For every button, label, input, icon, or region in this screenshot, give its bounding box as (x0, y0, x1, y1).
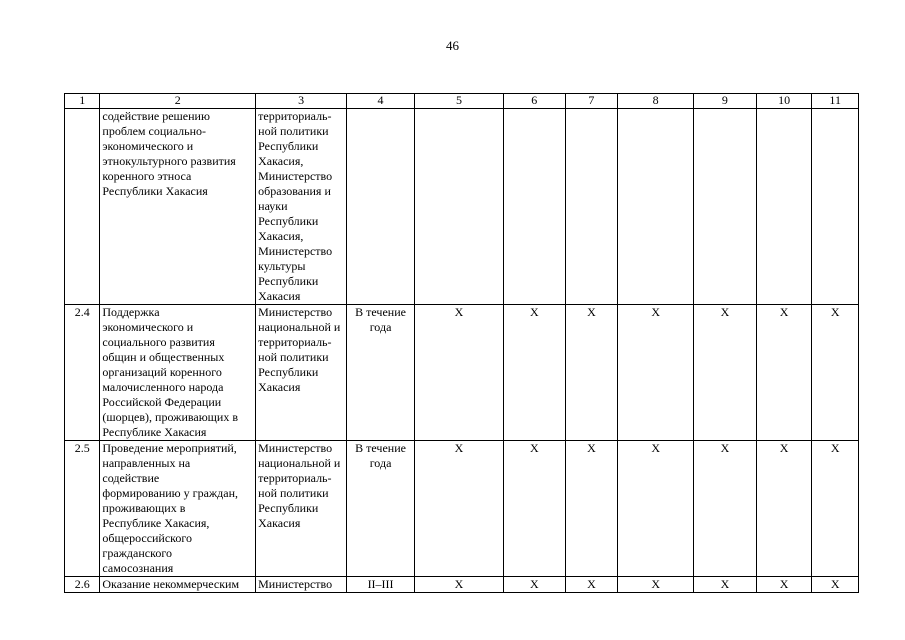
mark-cell (618, 109, 694, 305)
mark-cell: X (618, 441, 694, 577)
executor: Министерство национальной и территориаль- ной политики Республики Хакасия (256, 441, 347, 577)
mark-cell: X (414, 305, 503, 441)
mark-cell: X (503, 577, 565, 593)
table-row (65, 577, 859, 593)
mark-cell: X (414, 577, 503, 593)
mark-cell (756, 109, 812, 305)
table-row (65, 109, 859, 305)
mark-cell: X (414, 441, 503, 577)
term: II–III (347, 577, 415, 593)
mark-cell: X (812, 577, 859, 593)
mark-cell: X (756, 305, 812, 441)
header-row (65, 94, 859, 109)
mark-cell: X (756, 441, 812, 577)
row-number: 2.5 (65, 441, 100, 577)
column-header: 4 (347, 94, 415, 109)
mark-cell (565, 109, 618, 305)
measure-name: содействие решению проблем социально- экономического и этнокультурного развития коренного этноса Республики Хакасия (100, 109, 256, 305)
row-number: 2.6 (65, 577, 100, 593)
mark-cell (503, 109, 565, 305)
table-row (65, 441, 859, 577)
mark-cell: X (618, 305, 694, 441)
measure-name: Проведение мероприятий, направленных на содействие формированию у граждан, проживающих в Республике Хакасия, общероссийского гражданского самосознания (100, 441, 256, 577)
mark-cell: X (565, 441, 618, 577)
mark-cell: X (694, 441, 757, 577)
term: В течение года (347, 305, 415, 441)
column-header: 2 (100, 94, 256, 109)
column-header: 7 (565, 94, 618, 109)
executor: Министерство национальной и территориаль- ной политики Республики Хакасия (256, 305, 347, 441)
mark-cell: X (503, 441, 565, 577)
term (347, 109, 415, 305)
mark-cell: X (694, 577, 757, 593)
column-header: 3 (256, 94, 347, 109)
page-number: 46 (446, 38, 459, 53)
column-header: 6 (503, 94, 565, 109)
executor: территориаль- ной политики Республики Хакасия, Министерство образования и науки Республики Хакасия, Министерство культуры Республики Хакасия (256, 109, 347, 305)
column-header: 11 (812, 94, 859, 109)
mark-cell: X (694, 305, 757, 441)
term: В течение года (347, 441, 415, 577)
mark-cell (812, 109, 859, 305)
mark-cell: X (565, 305, 618, 441)
row-number (65, 109, 100, 305)
mark-cell (414, 109, 503, 305)
mark-cell: X (756, 577, 812, 593)
column-header: 8 (618, 94, 694, 109)
mark-cell: X (812, 441, 859, 577)
measure-name: Оказание некоммерческим (100, 577, 256, 593)
measures-table (64, 93, 859, 593)
column-header: 10 (756, 94, 812, 109)
column-header: 1 (65, 94, 100, 109)
measure-name: Поддержка экономического и социального развития общин и общественных организаций коренного малочисленного народа Российской Федерации (шорцев), проживающих в Республике Хакасия (100, 305, 256, 441)
table-row (65, 305, 859, 441)
executor: Министерство (256, 577, 347, 593)
mark-cell (694, 109, 757, 305)
mark-cell: X (565, 577, 618, 593)
row-number: 2.4 (65, 305, 100, 441)
mark-cell: X (812, 305, 859, 441)
mark-cell: X (503, 305, 565, 441)
mark-cell: X (618, 577, 694, 593)
column-header: 5 (414, 94, 503, 109)
column-header: 9 (694, 94, 757, 109)
